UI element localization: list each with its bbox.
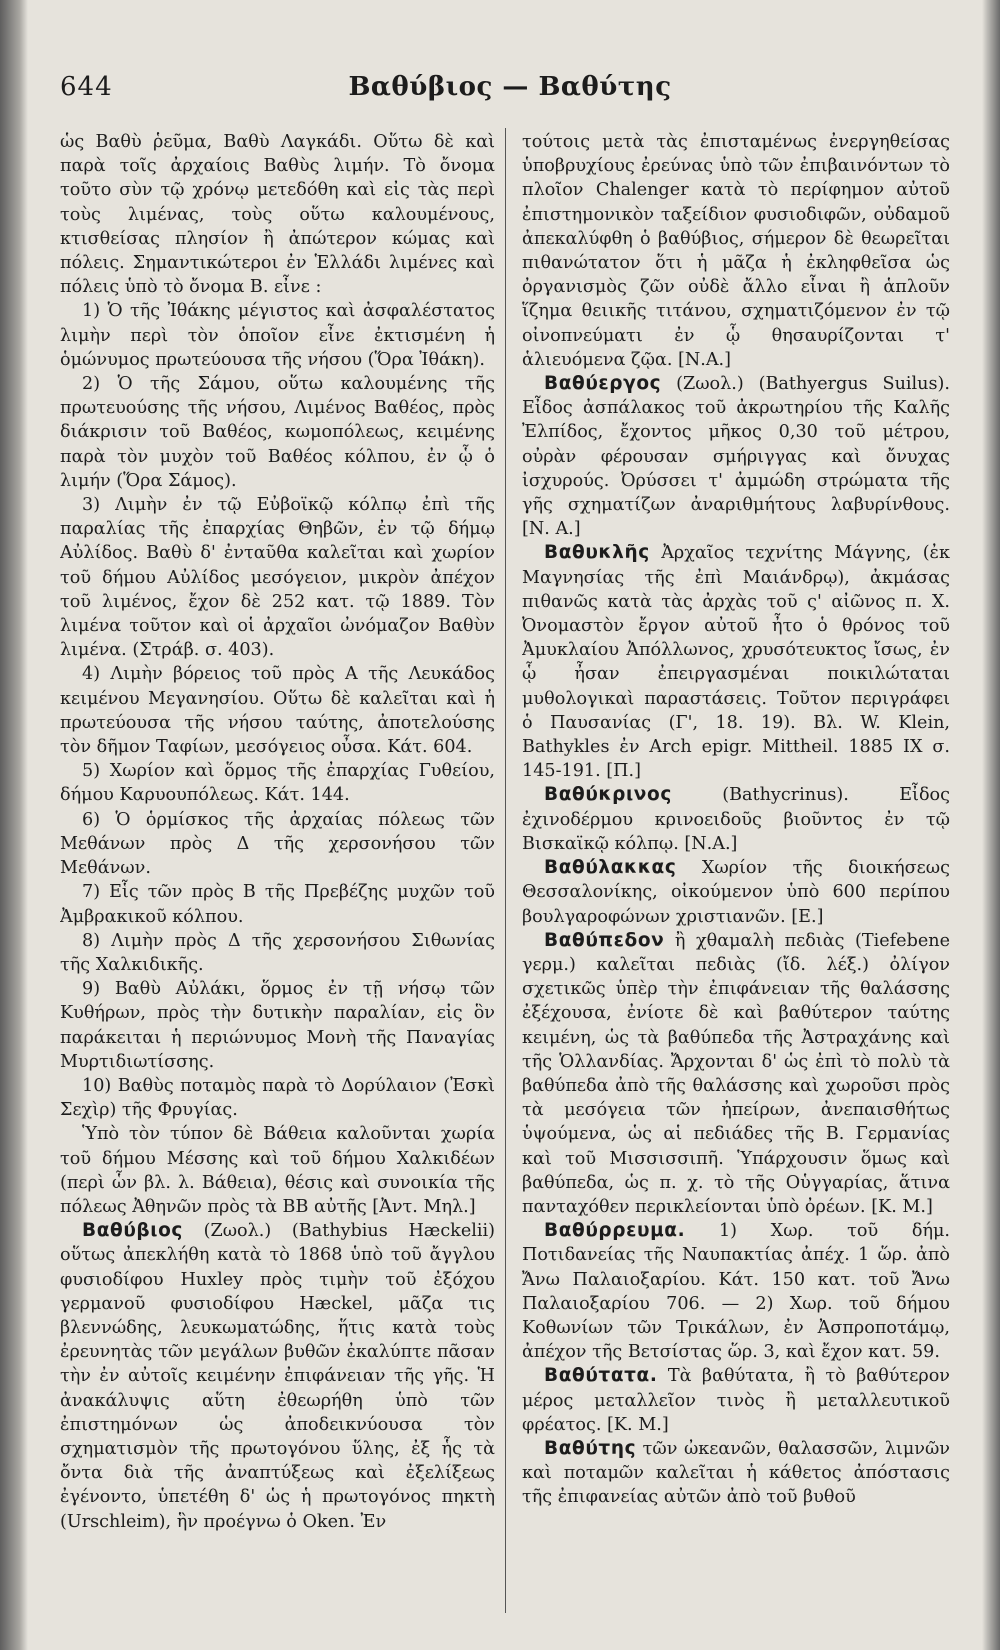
paragraph	[522, 1364, 950, 1437]
paragraph	[60, 372, 495, 493]
entry-text: τῶν ὠκεανῶν, θαλασσῶν, λιμνῶν καὶ ποταμῶν καλεῖται ἡ κάθετος ἀπόστασις τῆς ἐπιφανείας αὐτῶν ἀπὸ τοῦ βυθοῦ	[522, 1438, 950, 1508]
entry-text: 4) Λιμὴν βόρειος τοῦ πρὸς Α τῆς Λευκάδος κειμένου Μεγανησίου. Οὕτω δὲ καλεῖται καὶ ἡ πρωτεύουσα τῆς νήσου ταύτης, ἀποτελούσης τὸν δῆμον Ταφίων, μεσόγειος οὖσα. Κάτ. 604.	[60, 664, 495, 758]
paragraph	[60, 299, 495, 372]
entry-text: Ὑπὸ τὸν τύπον δὲ Βάθεια καλοῦνται χωρία τοῦ δήμου Μέσσης καὶ τοῦ δήμου Χαλκιδέων (περὶ ὧν βλ. λ. Βάθεια), θέσις καὶ συνοικία τῆς πόλεως Ἀθηνῶν πρὸς τὰ ΒΒ αὐτῆς [Ἀντ. Μηλ.]	[60, 1124, 495, 1217]
entry-text: 9) Βαθὺ Αὐλάκι, ὅρμος ἐν τῇ νήσῳ τῶν Κυθήρων, πρὸς τὴν δυτικὴν παραλίαν, εἰς ὃν παράκειται ἡ περιώνυμος Μονὴ τῆς Παναγίας Μυρτιδιωτίσσης.	[60, 979, 495, 1072]
entry-text: Τὰ βαθύτατα, ἢ τὸ βαθύτερον μέρος μεταλλεῖον τινὸς ἢ μεταλλευτικοῦ φρέατος. [Κ. Μ.]	[522, 1366, 950, 1435]
entry-text: 2) Ὁ τῆς Σάμου, οὕτω καλουμένης τῆς πρωτευούσης τῆς νήσου, Λιμένος Βαθέος, πρὸς διάκρισιν τοῦ Βαθέος, κωμοπόλεως, κειμένης παρὰ τὸν μυχὸν τοῦ Βαθέος κόλπου, ἐν ᾧ ὁ λιμήν (Ὅρα Σάμος).	[60, 374, 495, 491]
entry-lemma: Βαθυκλῆς	[544, 542, 650, 564]
entry-lemma: Βαθύρρευμα.	[544, 1220, 686, 1242]
page-number: 644	[60, 72, 113, 102]
entry-text: 8) Λιμὴν πρὸς Δ τῆς χερσονήσου Σιθωνίας τῆς Χαλκιδικῆς.	[60, 930, 495, 975]
paragraph	[60, 662, 495, 759]
paragraph	[60, 1074, 495, 1122]
running-head: Βαθύβιος — Βαθύτης	[348, 72, 672, 102]
paragraph	[522, 1437, 950, 1510]
entry-text: ἢ χθαμαλὴ πεδιὰς (Tiefebene γερμ.) καλεῖται πεδιὰς (ἴδ. λέξ.) ὀλίγον σχετικῶς ὑπὲρ τὴν ἐπιφάνειαν τῆς θαλάσσης ἐξέχουσα, ἐνίοτε δὲ καὶ βαθύτερον ταύτης κειμένη, ὡς τὰ βαθύπεδα τῆς Ἀστραχάνης καὶ τῆς Ὁλλανδίας. Ἄρχονται δ' ὡς ἐπὶ τὸ πολὺ τὰ βαθύπεδα ἀπὸ τῆς θαλάσσης καὶ χωροῦσι πρὸς τὰ μεσόγεια τῶν ἠπείρων, ἀνεπαισθήτως ὑψούμενα, ὡς αἱ πεδιάδες τῆς Β. Γερμανίας καὶ τοῦ Μισσισσιπῆ. Ὑπάρχουσιν ὅμως καὶ βαθύπεδα, ὡς π. χ. τὸ τῆς Οὑγγαρίας, ἅτινα πανταχόθεν περικλείονται ὑπὸ ὀρέων. [Κ. Μ.]	[522, 930, 950, 1217]
paragraph	[60, 759, 495, 807]
paragraph	[60, 929, 495, 977]
left-column	[60, 130, 495, 1620]
entry-text: 1) Ὁ τῆς Ἰθάκης μέγιστος καὶ ἀσφαλέστατος λιμὴν περὶ τὸν ὁποῖον εἶνε ἐκτισμένη ἡ ὁμώνυμος πρωτεύουσα τῆς νήσου (Ὅρα Ἰθάκη).	[60, 301, 495, 370]
entry-text: (Ζωολ.) (Bathyergus Suilus). Εἶδος ἀσπάλακος τοῦ ἀκρωτηρίου τῆς Καλῆς Ἐλπίδος, ἔχοντος μῆκος 0,30 τοῦ μέτρου, οὐρὰν φέρουσαν σμήριγγας καὶ ὄνυχας ἰσχυρούς. Ὀρύσσει τ' ἀμμώδη στρώματα τῆς γῆς σχηματίζων ἀναριθμήτους λαβυρίνθους. [Ν. Α.]	[522, 374, 950, 540]
paragraph	[60, 1122, 495, 1219]
entry-text: Χωρίον τῆς διοικήσεως Θεσσαλονίκης, οἰκούμενον ὑπὸ 600 περίπου βουλγαροφώνων χριστιανῶν. [Ε.]	[522, 858, 950, 927]
scan-shadow-left	[0, 0, 28, 1650]
paragraph	[60, 880, 495, 928]
column-divider	[505, 128, 506, 1613]
scan-shadow-right	[982, 0, 1000, 1650]
entry-text: Ἀρχαῖος τεχνίτης Μάγνης, (ἐκ Μαγνησίας τῆς ἐπὶ Μαιάνδρῳ), ἀκμάσας πιθανῶς κατὰ τὰς ἀρχὰς τοῦ ς' αἰῶνος π. Χ. Ὀνομαστὸν ἔργον αὐτοῦ ἦτο ὁ θρόνος τοῦ Ἀμυκλαίου Ἀπόλλωνος, χρυσότευκτος ἴσως, ἐν ᾧ ἦσαν ἐπειργασμέναι ποικιλώταται μυθολογικαὶ παραστάσεις. Τοῦτον περιγράφει ὁ Παυσανίας (Γ', 18. 19). Βλ. W. Klein, Bathykles ἐν Arch epigr. Mittheil. 1885 IX σ. 145-191. [Π.]	[522, 543, 950, 782]
entry-lemma: Βαθύπεδον	[544, 929, 665, 951]
entry-lemma: Βαθύλακκας	[544, 857, 677, 879]
paragraph	[522, 783, 950, 856]
entry-lemma: Βαθύβιος	[82, 1220, 183, 1242]
paragraph	[60, 493, 495, 662]
entry-lemma: Βαθύκρινος	[544, 784, 672, 806]
entry-lemma: Βαθύτης	[544, 1437, 637, 1459]
paragraph	[522, 1219, 950, 1364]
paragraph	[522, 130, 950, 372]
entry-text: 6) Ὁ ὁρμίσκος τῆς ἀρχαίας πόλεως τῶν Μεθάνων πρὸς Δ τῆς χερσονήσου τῶν Μεθάνων.	[60, 809, 495, 879]
entry-text: 7) Εἷς τῶν πρὸς Β τῆς Πρεβέζης μυχῶν τοῦ Ἀμβρακικοῦ κόλπου.	[60, 882, 495, 927]
paragraph	[522, 856, 950, 929]
entry-text: ὡς Βαθὺ ῥεῦμα, Βαθὺ Λαγκάδι. Οὕτω δὲ καὶ παρὰ τοῖς ἀρχαίοις Βαθὺς λιμήν. Τὸ ὄνομα τοῦτο σὺν τῷ χρόνῳ μετεδόθη καὶ εἰς τὰς περὶ τοὺς λιμένας, τοὺς οὕτω καλουμένους, κτισθείσας πλησίον ἢ ἀπώτερον κώμας καὶ πόλεις. Σημαντικώτεροι ἐν Ἑλλάδι λιμένες καὶ πόλεις ὑπὸ τὸ ὄνομα Β. εἶνε :	[60, 132, 495, 298]
paragraph	[60, 977, 495, 1074]
paragraph	[522, 541, 950, 783]
entry-text: 1) Χωρ. τοῦ δήμ. Ποτιδανείας τῆς Ναυπακτίας ἀπέχ. 1 ὥρ. ἀπὸ Ἄνω Παλαιοξαρίου. Κάτ. 150 κατ. τοῦ Ἄνω Παλαιοξαρίου 706. — 2) Χωρ. τοῦ δήμου Κοθωνίων τῶν Τρικάλων, ἐν Ἀσπροποτάμῳ, ἀπέχον τῆς Βετσίστας ὥρ. 3, καὶ ἔχον κατ. 59.	[522, 1221, 950, 1363]
entry-text: (Ζωολ.) (Bathybius Hæckelii) οὕτως ἀπεκλήθη κατὰ τὸ 1868 ὑπὸ τοῦ ἄγγλου φυσιοδίφου Huxley πρὸς τιμὴν τοῦ ἐξόχου γερμανοῦ φυσιοδίφου Hæckel, μᾶζα τις βλεννώδης, λευκωματώδης, ἥτις κατὰ τοὺς ἐρευνητὰς τῶν μεγάλων βυθῶν ἐκαλύπτε πᾶσαν τὴν ἐν αὐτοῖς κειμένην ἐπιφάνειαν τῆς γῆς. Ἡ ἀνακάλυψις αὕτη ἐθεωρήθη ὑπὸ τῶν ἐπιστημόνων ὡς ἀποδεικνύουσα τὸν σχηματισμὸν τῆς πρωτογόνου ὕλης, ἐξ ἧς τὰ ὄντα διὰ τῆς ἀναπτύξεως καὶ ἐξελίξεως ἐγένοντο, ὑπετέθη δ' ὡς ἡ πρωτογόνος πηκτὴ (Urschleim), ἣν προέγνω ὁ Oken. Ἐν	[60, 1221, 495, 1532]
right-column	[522, 130, 950, 1620]
entry-lemma: Βαθύτατα.	[544, 1365, 658, 1387]
paragraph	[60, 130, 495, 299]
paragraph	[60, 808, 495, 881]
paragraph	[522, 929, 950, 1219]
entry-text: τούτοις μετὰ τὰς ἐπισταμένως ἐνεργηθείσας ὑποβρυχίους ἐρεύνας ὑπὸ τῶν ἐπιβαινόντων τὸ πλοῖον Chalenger κατὰ τὸ περίφημον αὐτοῦ ἐπιστημονικὸν ταξείδιον φυσιοδιφῶν, οὐδαμοῦ ἀπεκαλύφθη ὁ βαθύβιος, σήμερον δὲ θεωρεῖται πιθανώτατον ὅτι ἡ μᾶζα ἡ ἐκληφθεῖσα ὡς ὀργανισμὸς ζῶν οὐδὲ ἄλλο εἶναι ἢ ἁπλοῦν ἵζημα θειικῆς τιτάνου, σχηματιζόμενον ἐν τῷ οἰνοπνεύματι ἐν ᾧ θησαυρίζονται τ' ἁλιευόμενα ζῷα. [Ν.Α.]	[522, 132, 950, 370]
entry-text: 3) Λιμὴν ἐν τῷ Εὐβοϊκῷ κόλπῳ ἐπὶ τῆς παραλίας τῆς ἐπαρχίας Θηβῶν, ἐν τῷ δήμῳ Αὐλίδος. Βαθὺ δ' ἐνταῦθα καλεῖται καὶ χωρίον τοῦ δήμου Αὐλίδος μεσόγειον, μικρὸν ἀπέχον τοῦ λιμένος, ἔχον δὲ 252 κατ. τῷ 1889. Τὸν λιμένα τοῦτον καὶ οἱ ἀρχαῖοι ὠνόμαζον Βαθὺν λιμένα. (Στράβ. σ. 403).	[60, 495, 495, 661]
entry-lemma: Βαθύεργος	[544, 373, 662, 395]
page-header	[60, 72, 960, 112]
paragraph	[522, 372, 950, 541]
entry-text: 5) Χωρίον καὶ ὅρμος τῆς ἐπαρχίας Γυθείου, δήμου Καρυουπόλεως. Κάτ. 144.	[60, 761, 495, 806]
entry-text: 10) Βαθὺς ποταμὸς παρὰ τὸ Δορύλαιον (Ἐσκὶ Σεχὶρ) τῆς Φρυγίας.	[60, 1075, 495, 1121]
paragraph	[60, 1219, 495, 1534]
entry-text: (Bathycrinus). Εἶδος ἐχινοδέρμου κρινοειδοῦς βιοῦντος ἐν τῷ Βισκαϊκῷ κόλπῳ. [Ν.Α.]	[522, 785, 950, 854]
